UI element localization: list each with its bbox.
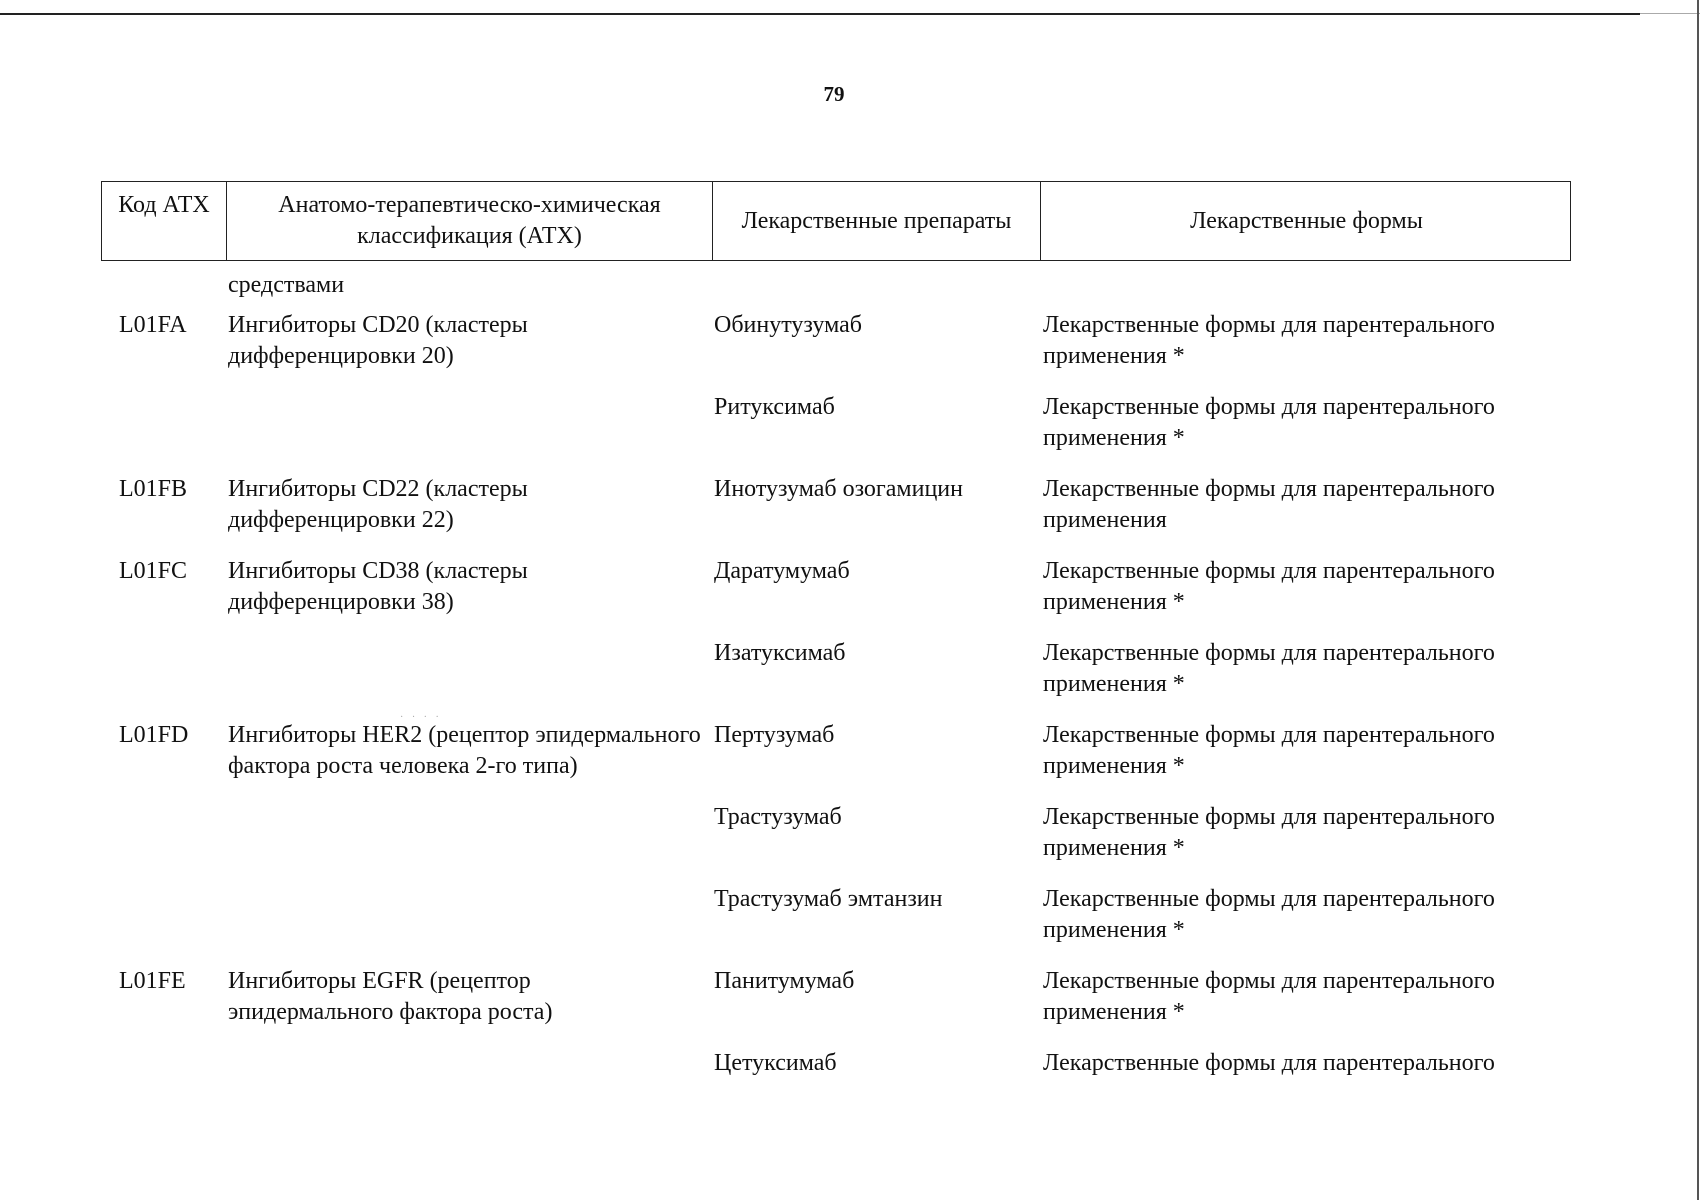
row-code — [101, 1048, 226, 1088]
row-code — [101, 638, 226, 720]
row-classification: Ингибиторы EGFR (рецептор эпидермального фактора роста) — [228, 968, 553, 1025]
row-drug: Даратумумаб — [714, 558, 850, 584]
row-code — [101, 802, 226, 884]
row-code: L01FA — [119, 312, 187, 338]
table-row — [101, 474, 1571, 556]
row-drug: Цетуксимаб — [714, 1050, 837, 1076]
row-drug: Пертузумаб — [714, 722, 835, 748]
header-forms: Лекарственные формы — [1190, 207, 1423, 234]
table-row — [101, 556, 1571, 638]
row-code: L01FD — [119, 722, 189, 748]
row-classification — [226, 884, 712, 966]
row-drug: Трастузумаб — [714, 804, 842, 830]
table-row — [101, 966, 1571, 1048]
row-code: L01FB — [119, 476, 188, 502]
row-form: Лекарственные формы для парентерального — [1043, 1050, 1495, 1076]
table-row — [101, 638, 1571, 720]
row-form: Лекарственные формы для парентерального применения * — [1043, 558, 1495, 615]
row-drug: Изатуксимаб — [714, 640, 846, 666]
row-code — [101, 270, 226, 310]
row-form: Лекарственные формы для парентерального применения * — [1043, 312, 1495, 369]
row-classification — [226, 802, 712, 884]
row-drug: Панитумумаб — [714, 968, 855, 994]
row-code: L01FC — [119, 558, 188, 584]
header-code: Код АТХ — [102, 182, 227, 260]
row-drug — [712, 270, 1040, 310]
table-row — [101, 720, 1571, 802]
row-code — [101, 884, 226, 966]
header-classification: Анатомо-терапевтическо-химическая классификация (АТХ) — [227, 182, 713, 260]
row-classification: средствами — [228, 272, 345, 298]
table-row — [101, 802, 1571, 884]
top-rule — [0, 13, 1640, 15]
scan-speck: · · · · — [400, 712, 442, 723]
row-classification: Ингибиторы CD22 (кластеры дифференцировки 22) — [228, 476, 528, 533]
row-drug: Ритуксимаб — [714, 394, 835, 420]
row-code — [101, 392, 226, 474]
row-classification: Ингибиторы CD20 (кластеры дифференцировки 20) — [228, 312, 528, 369]
atc-table — [101, 181, 1571, 1088]
row-code: L01FE — [119, 968, 186, 994]
row-form: Лекарственные формы для парентерального применения * — [1043, 968, 1495, 1025]
table-row — [101, 261, 1571, 310]
row-classification: Ингибиторы CD38 (кластеры дифференцировки 38) — [228, 558, 528, 615]
row-form: Лекарственные формы для парентерального применения * — [1043, 886, 1495, 943]
table-row — [101, 392, 1571, 474]
row-drug: Обинутузумаб — [714, 312, 862, 338]
row-form: Лекарственные формы для парентерального применения — [1043, 476, 1495, 533]
row-classification — [226, 1048, 712, 1088]
header-drugs: Лекарственные препараты — [713, 182, 1041, 260]
row-classification — [226, 392, 712, 474]
row-drug: Инотузумаб озогамицин — [714, 476, 963, 502]
page-edge-line — [1697, 0, 1699, 1200]
table-header — [101, 181, 1571, 261]
row-form: Лекарственные формы для парентерального применения * — [1043, 804, 1495, 861]
row-form: Лекарственные формы для парентерального применения * — [1043, 722, 1495, 779]
table-row — [101, 310, 1571, 392]
row-classification: Ингибиторы HER2 (рецептор эпидермального фактора роста человека 2-го типа) — [228, 722, 701, 779]
table-row — [101, 1048, 1571, 1088]
row-drug: Трастузумаб эмтанзин — [714, 886, 943, 912]
top-rule-faint — [1640, 13, 1700, 14]
row-form: Лекарственные формы для парентерального применения * — [1043, 640, 1495, 697]
row-form: Лекарственные формы для парентерального применения * — [1043, 394, 1495, 451]
page-number: 79 — [823, 82, 845, 106]
table-row — [101, 884, 1571, 966]
row-form — [1040, 270, 1571, 310]
row-classification — [226, 638, 712, 720]
